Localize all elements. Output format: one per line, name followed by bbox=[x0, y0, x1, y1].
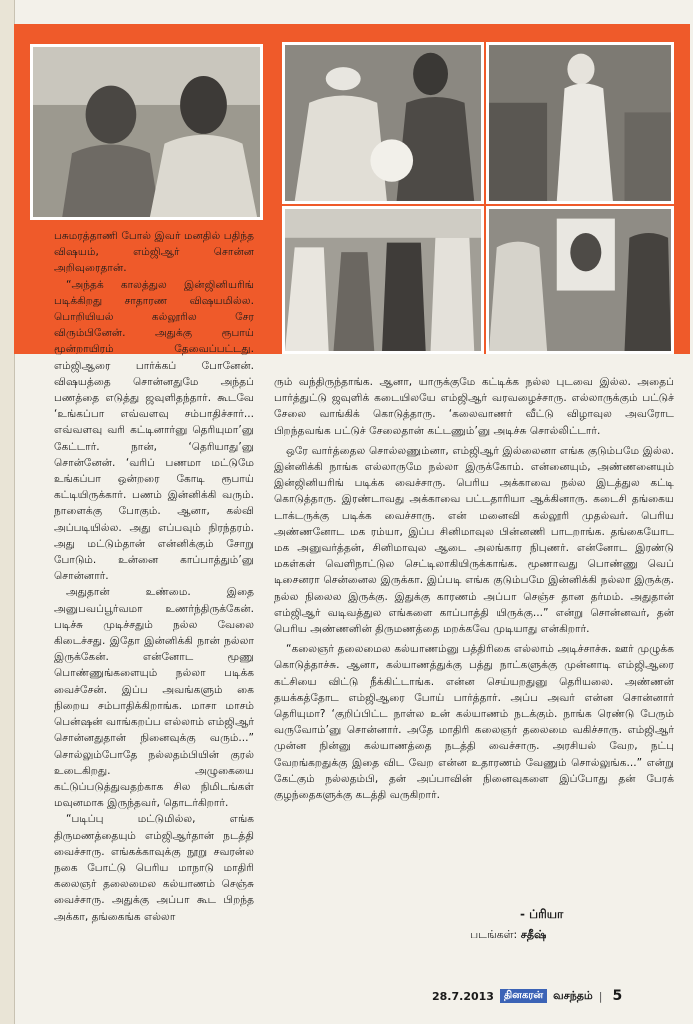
photo-credit bbox=[470, 928, 546, 943]
issue-date: 28.7.2013 bbox=[432, 989, 494, 1003]
magazine-logo: தினகரன் bbox=[500, 989, 547, 1003]
photo-wedding-group bbox=[282, 206, 484, 354]
paragraph: ஒரே வார்த்தைல சொல்லணும்னா, எம்ஜிஆர் இல்லைனா எங்க குடும்பமே இல்ல. இன்னிக்கி நாங்க எல்லாருமே நல்லா இருக்கோம். என்னையும், அண்ணனையும் இன்ஜினியரிங் படிக்க வைச்சாரு. பெரிய அக்காவை நல்ல இடத்துல கட்டி கொடுத்தாரு. இரண்டாவது அக்காவை பட்டதாரியா ஆக்கினாரு. கடைசி தங்கைய டாக்டருக்கு படிக்க வைச்சாரு. என் மனைவி கல்லூரி முதல்வர். பெரிய அண்ணனோட மக ரம்யா, இப்ப சினிமாவுல பின்னணி பாடறாங்க. தங்கையோட மக அனுவர்த்தன், சினிமாவுல ஆடை அலங்கார நிபுணர். என்னோட இரண்டு மகள்கள் வெளிநாட்டுல செட்டிலாகியிருக்காங்க. மூணாவது பொண்ணு வெப் டிசைனரா சென்னைல இருக்கா. இப்படி எங்க குடும்பமே இன்னிக்கி நல்லா இருக்கு. நல்ல நிலைல இருக்கு. இதுக்கு காரணம் அப்பா செஞ்ச தான தர்மம். அதுதான் எம்ஜிஆர் வடிவத்துல எங்களை காப்பாத்தி யிருக்கு...” என்று சொன்னவர், தன் பெரிய அண்ணனின் திருமணத்தை மறக்கவே முடியாது என்கிறார். bbox=[274, 444, 674, 636]
paragraph: ரும் வந்திருந்தாங்க. ஆனா, யாருக்குமே கட்டிக்க நல்ல புடவை இல்ல. அதைப் பார்த்துட்டு ஜவுளிக் கடையிலயே எம்ஜிஆர் வரவழைச்சாரு. எல்லாருக்கும் பட்டுச் சேலை வாங்கிக் கொடுத்தாரு. ‘கலைவாணர் வீட்டு விழாவுல அவரோட பிறந்தவங்க பட்டுச் சேலைதான் கட்டணும்’னு அடிச்சு சொல்லிட்டார். bbox=[274, 376, 674, 437]
article-column-left bbox=[54, 228, 254, 925]
photo-credit-label: படங்கள்: bbox=[470, 928, 518, 941]
photo-man-at-gathering bbox=[486, 42, 674, 204]
photo-two-men-film-still bbox=[30, 44, 263, 220]
page-footer bbox=[432, 988, 622, 1004]
paragraph: “கலைஞர் தலைமைல கல்யாணம்னு பத்திரிகை எல்லாம் அடிச்சாச்சு. ஊர் முழுக்க கொடுத்தாச்சு. ஆனா, கல்யாணத்துக்கு பத்து நாட்களுக்கு முன்னாடி எம்ஜிஆரை கட்சியை விட்டு நீக்கிட்டாங்க. என்ன செய்யறதுனு தெரியலை. அண்ணன் தயக்கத்தோட எம்ஜிஆரை போய் பார்த்தார். அப்ப அவர் என்ன சொன்னார் தெரியுமா? ‘குறிப்பிட்ட நாள்ல உன் கல்யாணம் நடக்கும். நாங்க ரெண்டு பேரும் வருவோம்’னு சொன்னார். அதே மாதிரி கலைஞர் தலைமை வகிச்சாரு. எம்ஜிஆர் முன்ன நின்னு கல்யாணத்தை நடத்தி வைச்சாரு. அரசியல் வேற, நட்பு வேறங்கறதுக்கு இதை விட வேற என்ன உதாரணம் வேணும் சொல்லுங்க...” என்று கேட்கும் நல்லதம்பி, தன் அப்பாவின் நினைவுகளை இப்போது தன் பேரக் குழந்தைகளுக்கு கடத்தி வருகிறார். bbox=[274, 643, 674, 802]
section-name: வசந்தம் bbox=[553, 988, 593, 1002]
photo-portrait-with-garlands bbox=[486, 206, 674, 354]
paragraph: “அந்தக் காலத்துல இன்ஜினியரிங் படிக்கிறது சாதாரண விஷயமில்ல. பொறியியல் கல்லூரில சேர விரும்பினேன். அதுக்கு ரூபாய் மூன்றாயிரம் தேவைப்பட்டது. எம்ஜிஆரை பார்க்கப் போனேன். விஷயத்தை சொன்னதுமே அந்தப் பணத்தை எடுத்து ஜவுளிதந்தார். கூடவே ‘உங்கப்பா எவ்வளவு சம்பாதிச்சார்... எவ்வளவு வரி கட்டினார்னு தெரியுமா’னு கேட்டார். நான், ‘தெரியாது’னு சொன்னேன். ‘வரிப் பணமா மட்டுமே உங்கப்பா ஒன்றரை கோடி ரூபாய் கட்டியிருக்கார். பணம் இன்னிக்கி வரும். நாளைக்கு போகும். ஆனா, கல்வி அப்படியில்ல. அது எப்பவும் நிரந்தரம். அது மட்டும்தான் என்னிக்கும் சோறு போடும். உன்னை காப்பாத்தும்’னு சொன்னார். bbox=[54, 278, 254, 583]
paragraph: “படிப்பு மட்டுமில்ல, எங்க திருமணத்தையும் எம்ஜிஆர்தான் நடத்தி வைச்சாரு. எங்கக்காவுக்கு நூறு சவரன்ல நகை போட்டு பெரிய மாநாடு மாதிரி கலைஞர் தலைமைல கல்யாணம் செஞ்சு வைச்சாரு. அதுக்கு அப்பா கூட பிறந்த அக்கா, தங்கைங்க எல்லா bbox=[54, 813, 254, 923]
paragraph: அதுதான் உண்மை. இதை அனுபவப்பூர்வமா உணர்ந்திருக்கேன். படிச்சு முடிச்சதும் நல்ல வேலை கிடைச்சது. இதோ இன்னிக்கி நான் நல்லா இருக்கேன். என்னோட மூணு பொண்ணுங்களையும் நல்லா படிக்க வைச்சேன். இப்ப அவங்களும் கை நிறைய சம்பாதிக்கிறாங்க. மாசா மாசம் பென்ஷன் வாங்கறப்ப எல்லாம் எம்ஜிஆர் சொன்னதுதான் நினைவுக்கு வரும்...” சொல்லும்போதே நல்லதம்பியின் குரல் உடைகிறது. அழுகையை கட்டுப்படுத்துவதற்காக சில நிமிடங்கள் மவுனமாக இருந்தவர், தொடர்கிறார். bbox=[54, 586, 254, 810]
adjacent-page-edge bbox=[0, 0, 15, 1024]
page-number: 5 bbox=[612, 988, 623, 1004]
photo-credit-name: சதீஷ் bbox=[520, 928, 547, 941]
author-byline: - ப்ரியா bbox=[520, 907, 564, 921]
article-column-right bbox=[274, 374, 674, 803]
paragraph: பசுமரத்தாணி போல் இவர் மனதில் பதிந்த விஷயம், எம்ஜிஆர் சொன்ன அறிவுரைதான். bbox=[54, 230, 254, 275]
footer-separator: | bbox=[598, 989, 603, 1003]
photo-garland-ceremony bbox=[282, 42, 484, 204]
